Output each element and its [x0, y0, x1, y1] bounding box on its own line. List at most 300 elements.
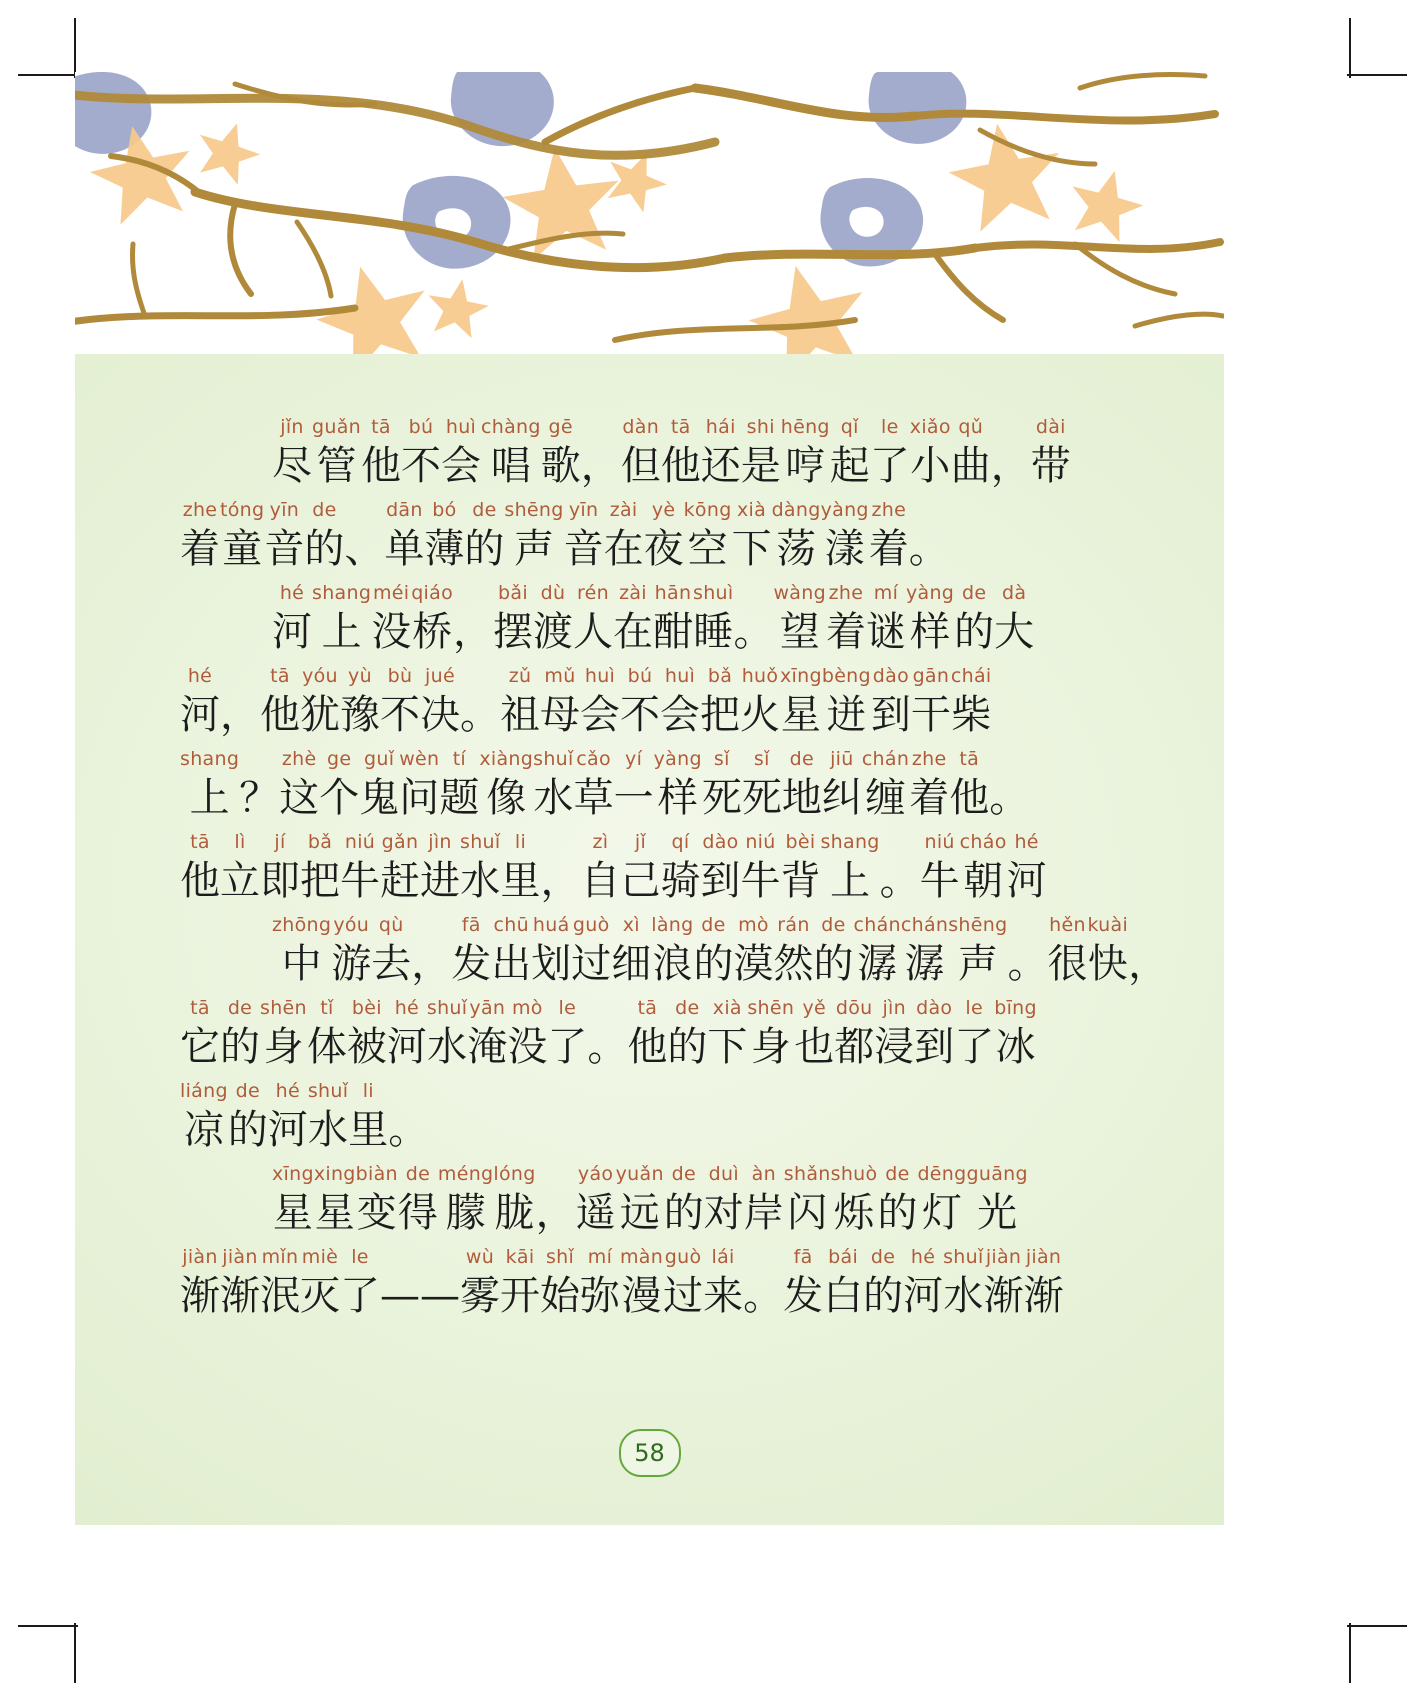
hanzi-text: 很 — [1047, 941, 1088, 987]
hanzi-text: 睡 — [693, 609, 734, 655]
pinyin-text: mǔ — [544, 665, 576, 687]
punctuation-unit — [1007, 914, 1047, 989]
hanzi-text: 歌 — [540, 443, 581, 489]
ruby-unit — [1087, 914, 1128, 989]
pinyin-text: guāng — [966, 1163, 1028, 1185]
text-line — [180, 914, 1169, 989]
hanzi-text: 干 — [910, 692, 951, 738]
hanzi-text: 。 — [1007, 941, 1048, 987]
hanzi-text: 像 — [486, 775, 527, 821]
pinyin-text: tā — [371, 416, 391, 438]
ruby-unit — [920, 831, 960, 906]
hanzi-text: 潺 — [904, 941, 945, 987]
ruby-unit — [507, 997, 547, 1072]
ruby-unit — [794, 997, 834, 1072]
hanzi-text: 谜 — [865, 609, 906, 655]
hanzi-text: ？ — [239, 775, 280, 821]
pinyin-text: cháo — [959, 831, 1007, 853]
punctuation-unit — [239, 748, 279, 823]
ruby-row — [180, 499, 1130, 574]
ruby-unit — [862, 748, 909, 823]
pinyin-text: shi — [746, 416, 775, 438]
pinyin-text: shēn — [260, 997, 307, 1019]
pinyin-text: wèn — [399, 748, 440, 770]
page-number-badge — [619, 1429, 681, 1477]
hanzi-text: 上 — [321, 609, 362, 655]
ruby-unit — [664, 1163, 704, 1238]
ruby-unit — [604, 499, 644, 574]
pinyin-text: mí — [587, 1246, 613, 1268]
ruby-unit — [272, 582, 312, 657]
ruby-unit — [540, 1246, 580, 1321]
annotated-text-block — [180, 416, 1169, 1329]
punctuation-unit — [460, 665, 500, 740]
ruby-unit — [733, 914, 773, 989]
pinyin-text: duì — [708, 1163, 739, 1185]
pinyin-text: qiáo — [411, 582, 453, 604]
ruby-unit — [533, 748, 573, 823]
hanzi-text: 着 — [825, 609, 866, 655]
pinyin-text: dàng — [771, 499, 821, 521]
ruby-unit — [866, 582, 906, 657]
pinyin-text: shǐ — [545, 1246, 575, 1268]
pinyin-text: de — [671, 1163, 696, 1185]
pinyin-text: jiū — [830, 748, 854, 770]
punctuation-unit — [989, 748, 1029, 823]
ruby-unit — [340, 831, 380, 906]
hanzi-text: 的 — [667, 1024, 708, 1070]
ruby-unit — [700, 665, 740, 740]
ruby-unit — [411, 582, 453, 657]
ruby-unit — [180, 1080, 228, 1155]
pinyin-text: shang — [180, 748, 240, 770]
hanzi-text: 得 — [397, 1190, 438, 1236]
ruby-row — [180, 1080, 1130, 1155]
hanzi-text: 渡 — [533, 609, 573, 655]
hanzi-text: —— — [380, 1273, 460, 1319]
pinyin-text: de — [405, 1163, 431, 1185]
hanzi-text: 赶 — [380, 858, 420, 904]
hanzi-text: 决 — [420, 692, 460, 738]
ruby-unit — [228, 1080, 268, 1155]
hanzi-text: 开 — [500, 1273, 540, 1319]
pinyin-text: kōng — [683, 499, 732, 521]
hanzi-text: 把 — [300, 858, 340, 904]
ruby-unit — [371, 914, 411, 989]
ruby-unit — [272, 416, 312, 491]
ruby-unit — [693, 914, 733, 989]
ruby-unit — [314, 1163, 356, 1238]
pinyin-text: lì — [234, 831, 246, 853]
pinyin-text: chàng — [481, 416, 541, 438]
ruby-unit — [420, 831, 460, 906]
ruby-unit — [967, 1163, 1028, 1238]
pinyin-text: màn — [620, 1246, 664, 1268]
pinyin-text: qí — [671, 831, 690, 853]
pinyin-text: tā — [959, 748, 980, 770]
hanzi-text: 漫 — [621, 1273, 662, 1319]
hanzi-text: 水 — [533, 775, 574, 821]
hanzi-text: 牛 — [340, 858, 380, 904]
ruby-unit — [660, 831, 700, 906]
ruby-unit — [493, 582, 533, 657]
pinyin-text: jiàn — [1025, 1246, 1062, 1268]
ruby-unit — [272, 1163, 314, 1238]
hanzi-text: 死 — [701, 775, 742, 821]
hanzi-text: 豫 — [340, 692, 380, 738]
hanzi-text: 朝 — [963, 858, 1004, 904]
pinyin-text: zhōng — [272, 914, 332, 936]
pinyin-text: shuǐ — [460, 831, 501, 853]
pinyin-text: zǔ — [508, 665, 532, 687]
punctuation-unit — [344, 499, 384, 574]
hanzi-text: 。 — [587, 1024, 628, 1070]
ruby-unit — [260, 997, 307, 1072]
hanzi-text: 在 — [603, 526, 644, 572]
ruby-unit — [307, 997, 347, 1072]
hanzi-text: 牛 — [740, 858, 781, 904]
hanzi-text: ， — [411, 941, 452, 987]
ruby-unit — [1024, 1246, 1064, 1321]
pinyin-text: wù — [465, 1246, 495, 1268]
pinyin-text: shuò — [830, 1163, 878, 1185]
ruby-unit — [740, 831, 780, 906]
pinyin-text: guǐ — [364, 748, 395, 770]
hanzi-text: 星 — [780, 692, 821, 738]
pinyin-text: li — [362, 1080, 374, 1102]
ruby-unit — [564, 499, 604, 574]
hanzi-text: 是 — [740, 443, 781, 489]
pinyin-text: le — [558, 997, 577, 1019]
hanzi-text: 曲 — [950, 443, 991, 489]
hanzi-text: 了 — [547, 1024, 588, 1070]
ruby-unit — [491, 914, 531, 989]
pinyin-text: mǐn — [261, 1246, 299, 1268]
hanzi-text: 的 — [813, 941, 854, 987]
ruby-unit — [994, 997, 1037, 1072]
pinyin-text: de — [870, 1246, 896, 1268]
ruby-row — [180, 1246, 1130, 1321]
ruby-unit — [500, 831, 540, 906]
ruby-unit — [500, 1246, 540, 1321]
ruby-unit — [693, 582, 733, 657]
pinyin-text: hái — [705, 416, 736, 438]
hanzi-text: 变 — [356, 1190, 397, 1236]
ruby-unit — [707, 997, 747, 1072]
pinyin-text: huá — [532, 914, 570, 936]
ruby-unit — [943, 1246, 983, 1321]
pinyin-text: dà — [1002, 582, 1027, 604]
hanzi-text: 对 — [703, 1190, 744, 1236]
pinyin-text: shuǐ — [943, 1246, 984, 1268]
ruby-row — [272, 914, 1169, 989]
ruby-unit — [663, 1246, 703, 1321]
hanzi-text: 、 — [344, 526, 385, 572]
hanzi-text: 渐 — [180, 1273, 220, 1319]
hanzi-text: 摆 — [493, 609, 533, 655]
ruby-unit — [427, 997, 467, 1072]
hanzi-text: 牛 — [919, 858, 960, 904]
ruby-row — [272, 582, 1130, 657]
hanzi-text: 不 — [620, 692, 660, 738]
pinyin-text: qù — [378, 914, 404, 936]
text-line — [180, 1246, 1130, 1321]
pinyin-text: gē — [548, 416, 573, 438]
pinyin-text: shǎn — [783, 1163, 831, 1185]
pinyin-text: zài — [609, 499, 638, 521]
ruby-unit — [826, 582, 866, 657]
hanzi-text: 上 — [189, 775, 230, 821]
ruby-unit — [493, 1163, 535, 1238]
pinyin-text: chán — [853, 914, 901, 936]
hanzi-text: 划 — [531, 941, 572, 987]
ruby-unit — [994, 582, 1034, 657]
ruby-unit — [703, 1246, 743, 1321]
hanzi-text: 远 — [619, 1190, 660, 1236]
pinyin-text: fā — [461, 914, 481, 936]
ruby-unit — [460, 831, 500, 906]
ruby-unit — [312, 582, 371, 657]
hanzi-text: 背 — [780, 858, 821, 904]
text-line — [180, 416, 1130, 491]
hanzi-text: 漾 — [824, 526, 865, 572]
hanzi-text: 身 — [750, 1024, 791, 1070]
hanzi-text: 渐 — [1023, 1273, 1064, 1319]
ruby-unit — [331, 914, 371, 989]
ruby-unit — [834, 997, 874, 1072]
hanzi-text: 他 — [361, 443, 401, 489]
ruby-unit — [312, 416, 361, 491]
hanzi-text: 空 — [687, 526, 728, 572]
ruby-unit — [700, 831, 740, 906]
pinyin-text: zhè — [281, 748, 317, 770]
ruby-unit — [747, 997, 794, 1072]
hanzi-text: 还 — [700, 443, 741, 489]
punctuation-unit — [540, 831, 580, 906]
hanzi-text: ， — [580, 443, 621, 489]
pinyin-text: bīng — [994, 997, 1037, 1019]
pinyin-text: shēng — [948, 914, 1008, 936]
ruby-unit — [180, 748, 239, 823]
hanzi-text: 把 — [700, 692, 740, 738]
pinyin-text: niú — [344, 831, 376, 853]
hanzi-text: 酣 — [653, 609, 693, 655]
ruby-unit — [917, 1163, 966, 1238]
hanzi-text: 然 — [773, 941, 814, 987]
ruby-unit — [702, 748, 742, 823]
pinyin-text: bù — [387, 665, 413, 687]
hanzi-text: 它 — [180, 1024, 220, 1070]
pinyin-text: jìn — [882, 997, 906, 1019]
hanzi-text: 星 — [272, 1190, 313, 1236]
ruby-unit — [877, 1163, 917, 1238]
hanzi-text: 了 — [340, 1273, 380, 1319]
pinyin-text: làng — [651, 914, 694, 936]
hanzi-text: ， — [220, 692, 260, 738]
punctuation-unit — [587, 997, 627, 1072]
ruby-unit — [260, 1246, 300, 1321]
ruby-unit — [533, 582, 573, 657]
hanzi-text: 水 — [427, 1024, 468, 1070]
ruby-unit — [300, 1246, 340, 1321]
pinyin-text: àn — [751, 1163, 776, 1185]
hanzi-text: 岸 — [743, 1190, 784, 1236]
hanzi-text: 自 — [580, 858, 621, 904]
pinyin-text: lóng — [493, 1163, 536, 1185]
ruby-unit — [547, 997, 587, 1072]
hanzi-text: 的 — [227, 1107, 268, 1153]
hanzi-text: 凉 — [183, 1107, 224, 1153]
pinyin-text: xiǎo — [909, 416, 951, 438]
pinyin-text: tā — [270, 665, 290, 687]
text-line — [180, 665, 1130, 740]
ruby-unit — [441, 416, 481, 491]
punctuation-unit — [220, 665, 260, 740]
text-line — [180, 1163, 1130, 1238]
pinyin-text: chái — [950, 665, 992, 687]
ruby-unit — [268, 1080, 308, 1155]
ruby-unit — [504, 499, 563, 574]
hanzi-text: 了 — [869, 443, 910, 489]
ruby-unit — [387, 997, 427, 1072]
ruby-unit — [571, 914, 611, 989]
hanzi-text: 。 — [879, 858, 920, 904]
hanzi-text: 火 — [740, 692, 780, 738]
ruby-unit — [822, 665, 871, 740]
hanzi-text: 的 — [304, 526, 345, 572]
hanzi-text: 会 — [580, 692, 620, 738]
ruby-unit — [384, 499, 424, 574]
pinyin-text: guǎn — [312, 416, 361, 438]
hanzi-text: 朦 — [445, 1190, 486, 1236]
hanzi-text: 大 — [994, 609, 1035, 655]
hanzi-text: 闪 — [787, 1190, 828, 1236]
ruby-unit — [308, 1080, 348, 1155]
hanzi-text: 细 — [611, 941, 652, 987]
pinyin-text: zhe — [871, 499, 907, 521]
hanzi-text: 河 — [180, 692, 220, 738]
pinyin-text: jǐ — [634, 831, 647, 853]
pinyin-text: yān — [469, 997, 506, 1019]
pinyin-text: de — [789, 748, 814, 770]
ruby-unit — [871, 665, 911, 740]
hanzi-text: ， — [535, 1190, 576, 1236]
pinyin-text: bú — [408, 416, 434, 438]
hanzi-text: 单 — [384, 526, 425, 572]
ruby-unit — [380, 831, 420, 906]
ruby-unit — [451, 914, 491, 989]
pinyin-text: tǐ — [320, 997, 334, 1019]
ruby-unit — [1047, 914, 1087, 989]
hanzi-text: 泯 — [260, 1273, 300, 1319]
decorative-header-illustration — [75, 72, 1224, 354]
ruby-unit — [910, 416, 951, 491]
ruby-unit — [651, 914, 693, 989]
hanzi-text: 的 — [863, 1273, 904, 1319]
ruby-unit — [611, 914, 651, 989]
hanzi-text: 漠 — [733, 941, 774, 987]
hanzi-text: 样 — [910, 609, 951, 655]
ruby-unit — [576, 1163, 616, 1238]
hanzi-text: 草 — [573, 775, 614, 821]
text-line — [180, 748, 1130, 823]
ruby-unit — [783, 1246, 823, 1321]
hanzi-text: 童 — [222, 526, 263, 572]
hanzi-text: 也 — [794, 1024, 835, 1070]
ruby-unit — [684, 499, 732, 574]
hanzi-text: 着 — [868, 526, 909, 572]
ruby-unit — [901, 914, 948, 989]
ruby-unit — [911, 665, 951, 740]
ruby-unit — [903, 1246, 943, 1321]
ruby-unit — [500, 665, 540, 740]
hanzi-text: 缠 — [865, 775, 906, 821]
punctuation-unit — [380, 1246, 460, 1321]
hanzi-text: 浸 — [874, 1024, 915, 1070]
hanzi-text: ， — [1128, 941, 1169, 987]
ruby-unit — [573, 582, 613, 657]
ruby-unit — [531, 914, 571, 989]
pinyin-text: yàng — [820, 499, 869, 521]
pinyin-text: hé — [275, 1080, 300, 1102]
pinyin-text: qǐ — [840, 416, 859, 438]
pinyin-text: tā — [190, 831, 210, 853]
hanzi-text: 身 — [263, 1024, 304, 1070]
pinyin-text: jìn — [428, 831, 452, 853]
ruby-unit — [780, 831, 820, 906]
ruby-row — [272, 1163, 1130, 1238]
hanzi-text: 起 — [829, 443, 870, 489]
pinyin-text: shang — [312, 582, 372, 604]
ruby-unit — [667, 997, 707, 1072]
pinyin-text: bái — [828, 1246, 859, 1268]
hanzi-text: 出 — [491, 941, 532, 987]
ruby-unit — [627, 997, 667, 1072]
ruby-unit — [773, 582, 826, 657]
hanzi-text: 快 — [1087, 941, 1128, 987]
punctuation-unit — [1128, 914, 1168, 989]
hanzi-text: 问 — [399, 775, 440, 821]
pinyin-text: bèng — [821, 665, 871, 687]
ruby-unit — [732, 499, 772, 574]
ruby-unit — [823, 1246, 863, 1321]
crop-mark-bottom-right — [1297, 1573, 1407, 1683]
ruby-unit — [180, 1246, 220, 1321]
pinyin-text: zài — [619, 582, 647, 604]
pinyin-text: yīn — [568, 499, 599, 521]
ruby-unit — [653, 582, 693, 657]
hanzi-text: 柴 — [951, 692, 992, 738]
pinyin-text: chán — [900, 914, 949, 936]
hanzi-text: 他 — [627, 1024, 668, 1070]
hanzi-text: 被 — [346, 1024, 387, 1070]
pinyin-text: xing — [313, 1163, 356, 1185]
pinyin-text: dàn — [622, 416, 660, 438]
ruby-unit — [1007, 831, 1047, 906]
hanzi-text: 死 — [741, 775, 782, 821]
pinyin-text: de — [821, 914, 846, 936]
hanzi-text: 迸 — [826, 692, 867, 738]
pinyin-text: de — [235, 1080, 260, 1102]
ruby-unit — [541, 416, 581, 491]
pinyin-text: jiàn — [222, 1246, 258, 1268]
ruby-unit — [780, 665, 822, 740]
pinyin-text: yí — [625, 748, 643, 770]
ruby-unit — [347, 997, 387, 1072]
pinyin-text: qǔ — [958, 416, 984, 438]
pinyin-text: zhe — [182, 499, 218, 521]
punctuation-unit — [880, 831, 920, 906]
